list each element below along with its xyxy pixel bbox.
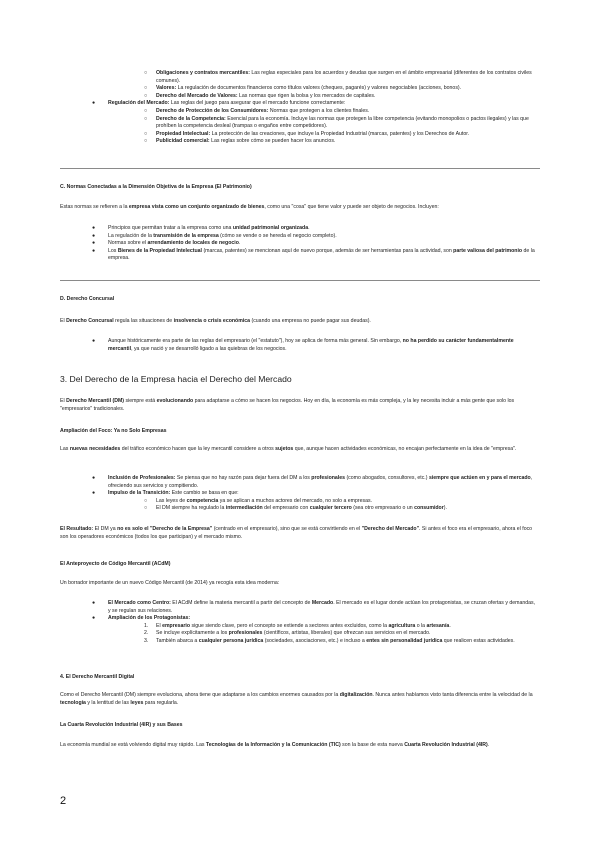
list-item: ○ Las leyes de competencia ya se aplican a muchos actores del mercado, no solo a empresas. xyxy=(144,497,372,504)
bullet-icon: ● xyxy=(92,338,96,344)
subsection-acdm-paragraph: Un borrador importante de un nuevo Código Mercantil (de 2014) ya recogía esta idea moderna: xyxy=(60,580,280,586)
list-item: ● Inclusión de Profesionales: Se piensa que no hay razón para dejar fuera del DM a los profesionales (como abogados, consultores, etc.) siempre que actúen en y para el mercado, ofreciendo sus servicios y compitiendo. xyxy=(92,475,533,489)
list-item: ○ El DM siempre ha regulado la intermediación del empresario con cualquier tercero (sea otro empresario o un consumidor). xyxy=(144,505,447,512)
top-list xyxy=(60,70,538,146)
bullet-icon: ● xyxy=(92,615,96,622)
subsection-heading: Ampliación del Foco: Ya no Solo Empresas xyxy=(60,428,167,434)
section-c-list xyxy=(60,225,538,263)
bullet-icon: ● xyxy=(92,490,96,497)
section-d-heading: D. Derecho Concursal xyxy=(60,296,115,302)
bullet-icon: ● xyxy=(92,475,96,481)
bullet-icon: ○ xyxy=(144,138,148,145)
resultado-paragraph: El Resultado: El DM ya no es solo el "Derecho de la Empresa" (centrado en el empresario), sino que se está convirtiendo en el "Derecho del Mercado". Si antes el foco era el empresario, ahora el foco son los operadores económicos (todos los que participan) y el mercado mismo. xyxy=(60,526,533,540)
section-c-intro: Estas normas se refieren a la empresa vista como un conjunto organizado de bienes, como una "cosa" que tiene valor y puede ser objeto de negocios. Incluyen: xyxy=(60,204,439,210)
list-item: ● Los Bienes de la Propiedad Intelectual (marcas, patentes) se mencionan aquí de nuevo porque, además de ser herramientas para la actividad, son parte valiosa del patrimonio de la empresa. xyxy=(92,247,535,262)
list-item: ● Normas sobre el arrendamiento de locales de negocio. xyxy=(92,240,241,247)
list-number: 3. xyxy=(144,637,149,644)
subsection-heading: El Anteproyecto de Código Mercantil (ACdM) xyxy=(60,561,171,567)
top-list-items xyxy=(60,70,538,146)
subsection-acdm-list xyxy=(60,600,538,646)
section-3 xyxy=(60,374,538,385)
section-d-paragraph: El Derecho Concursal regula las situaciones de insolvencia o crisis económica (cuando una empresa no puede pagar sus deudas). xyxy=(60,318,371,324)
list-item: ● Ampliación de los Protagonistas: xyxy=(92,615,191,622)
section-3-heading: 3. Del Derecho de la Empresa hacia el Derecho del Mercado xyxy=(60,374,292,384)
subsection-ampliacion-list xyxy=(60,475,538,513)
list-item: ○ Derecho de Protección de los Consumidores: Normas que protegen a los clientes finales. xyxy=(144,107,370,114)
bullet-icon: ● xyxy=(92,225,96,231)
bullet-icon: ○ xyxy=(144,107,148,114)
subsection-4ir xyxy=(60,722,538,730)
section-4-heading: 4. El Derecho Mercantil Digital xyxy=(60,674,135,680)
list-item: ○ Obligaciones y contratos mercantiles: Las reglas especiales para los acuerdos y deudas que surgen en el ámbito empresarial (diferentes de los contratos civiles comunes). xyxy=(144,70,532,84)
list-item: ○ Derecho de la Competencia: Esencial para la economía. Incluye las normas que protegen la libre competencia (evitando monopolios o pactos ilegales) y las que prohíben la competencia desleal (trampas o engaños entre competidores). xyxy=(144,115,529,130)
bullet-icon: ● xyxy=(92,232,96,239)
bullet-icon: ● xyxy=(92,247,96,254)
subsection-acdm xyxy=(60,561,538,569)
subsection-heading: La Cuarta Revolución Industrial (4IR) y sus Bases xyxy=(60,722,183,728)
section-3-intro: El Derecho Mercantil (DM) siempre está evolucionando para adaptarse a cómo se hacen los negocios. Hoy en día, la economía es más compleja, y la ley necesita incluir a más gente que solo los "empresarios" tradicionales. xyxy=(60,398,515,412)
bullet-icon: ○ xyxy=(144,85,148,92)
divider xyxy=(60,168,540,169)
subsection-ampliacion xyxy=(60,428,538,436)
list-item: ● Regulación del Mercado: Las reglas del juego para asegurar que el mercado funcione correctamente: xyxy=(92,100,346,107)
bullet-icon: ● xyxy=(92,240,96,247)
list-item: ● Principios que permitan tratar a la empresa como una unidad patrimonial organizada. xyxy=(92,225,310,231)
list-item: ● El Mercado como Centro: El ACdM define la materia mercantil a partir del concepto de Mercado. El mercado es el lugar donde actúan los protagonistas, se cruzan ofertas y demandas, y se regulan sus relaciones. xyxy=(92,600,536,614)
list-item: ● Impulso de la Transición: Este cambio se basa en que: xyxy=(92,490,239,497)
list-number: 1. xyxy=(144,622,149,629)
bullet-icon: ○ xyxy=(144,92,148,99)
bullet-icon: ○ xyxy=(144,505,148,512)
section-c-items xyxy=(60,225,538,263)
section-d-list xyxy=(60,338,538,353)
subsection-4ir-paragraph: La economía mundial se está volviendo digital muy rápido. Las Tecnologías de la Información y la Comunicación (TIC) son la base de esta nueva Cuarta Revolución Industrial (4IR). xyxy=(60,742,490,748)
list-item: 3. También abarca a cualquier persona jurídica (sociedades, asociaciones, etc.) e incluso a entes sin personalidad jurídica que realicen estas actividades. xyxy=(144,637,515,644)
section-d xyxy=(60,296,538,304)
divider xyxy=(60,280,540,281)
list-number: 2. xyxy=(144,630,149,637)
section-c xyxy=(60,184,538,192)
bullet-icon: ○ xyxy=(144,497,148,504)
list-item: ○ Publicidad comercial: Las reglas sobre cómo se pueden hacer los anuncios. xyxy=(144,138,336,145)
list-item: ○ Propiedad Intelectual: La protección de las creaciones, que incluye la Propiedad Industrial (marcas, patentes) y los Derechos de Autor. xyxy=(144,130,470,137)
list-item: ● Aunque históricamente era parte de las reglas del empresario (el "estatuto"), hoy se aplica de forma más general. Sin embargo, no ha perdido su carácter fundamentalmente mercantil, ya que nació y se desarrolló ligado a las quiebras de los negocios. xyxy=(92,338,514,352)
bullet-icon: ○ xyxy=(144,130,148,137)
bullet-icon: ● xyxy=(92,100,96,107)
bullet-icon: ● xyxy=(92,600,96,606)
section-4-paragraph: Como el Derecho Mercantil (DM) siempre evoluciona, ahora tiene que adaptarse a los cambios enormes causados por la digitalización. Nunca antes habíamos visto tanta diferencia entre la velocidad de la tecnología y la lentitud de las leyes para regularla. xyxy=(60,692,533,706)
list-item: ○ Derecho del Mercado de Valores: Las normas que rigen la bolsa y los mercados de capitales. xyxy=(144,92,376,99)
section-c-heading: C. Normas Conectadas a la Dimensión Objetiva de la Empresa (El Patrimonio) xyxy=(60,184,252,190)
page-number: 2 xyxy=(60,795,67,807)
subsection-ampliacion-paragraph: Las nuevas necesidades del tráfico económico hacen que la ley mercantil considere a otros sujetos que, aunque hacen actividades económicas, no encajan perfectamente en la idea de "empresa". xyxy=(60,446,517,452)
bullet-icon: ○ xyxy=(144,115,148,122)
list-item: ● La regulación de la transmisión de la empresa (cómo se vende o se hereda el negocio completo). xyxy=(92,232,337,239)
section-4 xyxy=(60,674,538,682)
bullet-icon: ○ xyxy=(144,70,148,76)
list-item: 1. El empresario sigue siendo clave, pero el concepto se extiende a sectores antes excluidos, como la agricultura o la artesanía. xyxy=(144,622,451,629)
list-item: ○ Valores: La regulación de documentos financieros como títulos valores (cheques, pagarés) y valores negociables (acciones, bonos). xyxy=(144,85,462,92)
list-item: 2. Se incluye explícitamente a los profesionales (científicos, artistas, liberales) que ofrezcan sus servicios en el mercado. xyxy=(144,630,431,637)
